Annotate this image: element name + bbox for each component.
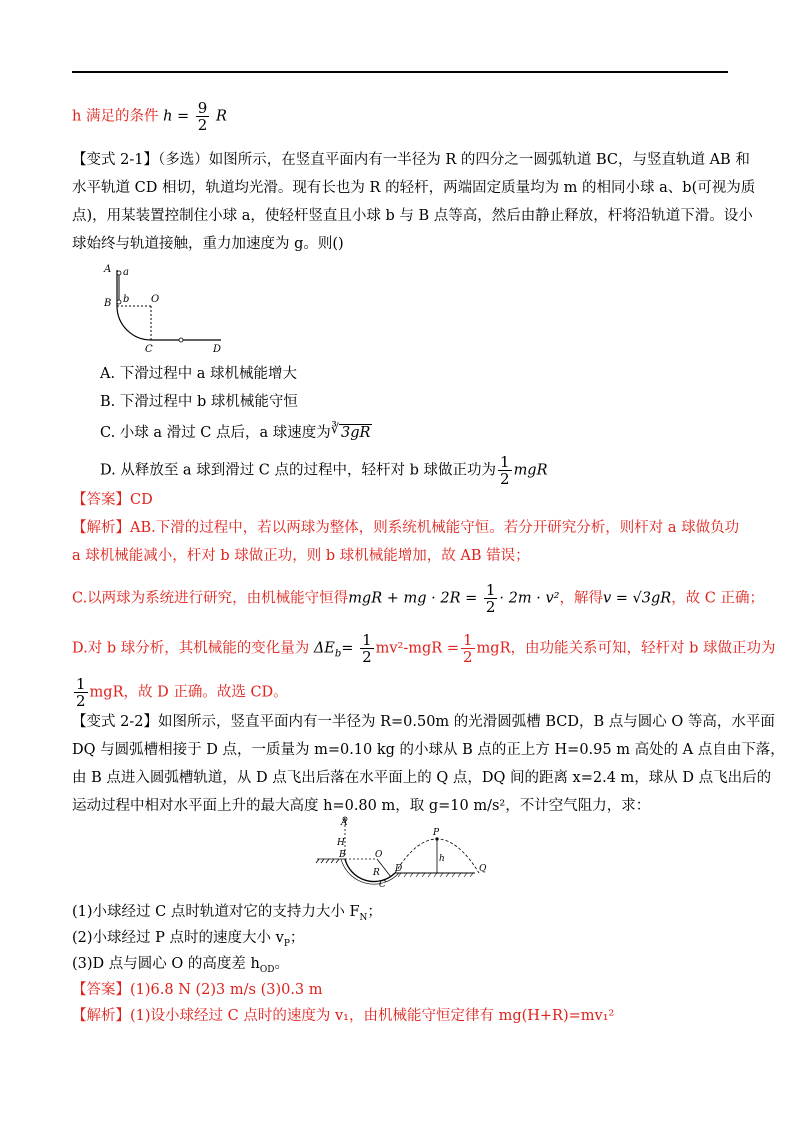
condition-lhs: h xyxy=(163,108,173,125)
analysis1-line2: a 球机械能减小，杆对 b 球做正功，则 b 球机械能增加，故 AB 错误； xyxy=(72,548,530,564)
label-A2: A xyxy=(341,818,348,828)
condition-text: h 满足的条件 xyxy=(72,108,159,125)
question-1 xyxy=(72,902,732,928)
question-3-text: (3)D 点与圆心 O 的高度差 h xyxy=(72,956,260,972)
question-1-end: ； xyxy=(367,904,382,920)
analysis1-d-num1: 1 xyxy=(362,631,372,649)
label-B: B xyxy=(104,298,112,309)
label-h: h xyxy=(439,854,445,864)
analysis1-c-pre: C.以两球为系统进行研究，由机械能守恒得 xyxy=(72,590,349,607)
variant21-line1: 【变式 2-1】（多选）如图所示，在竖直平面内有一半径为 R 的四分之一圆弧轨道 BC，与竖直轨道 AB 和 xyxy=(72,152,750,168)
label-O: O xyxy=(151,294,160,305)
variant22-line2: DQ 与圆弧槽相接于 D 点，一质量为 m=0.10 kg 的小球从 B 点的正上方 H=0.95 m 高处的 A 点自由下落， xyxy=(72,742,785,758)
question-3-sub: OD xyxy=(259,964,275,975)
analysis1-d-den2: 2 xyxy=(462,648,473,666)
analysis1-d-num2: 1 xyxy=(462,631,473,649)
analysis1-d-eq3: mv²-mgR = xyxy=(375,640,459,657)
answer-1: 【答案】CD xyxy=(72,492,153,508)
option-d-num: 1 xyxy=(500,453,510,471)
label-a: a xyxy=(123,267,129,278)
groove-bcd xyxy=(345,859,395,882)
ball-b xyxy=(117,300,121,304)
option-c-math: 3gR xyxy=(341,425,371,441)
analysis1-c xyxy=(72,581,764,616)
question-3 xyxy=(72,954,732,980)
question-2-sub: P xyxy=(283,938,290,949)
condition-num: 9 xyxy=(197,99,208,117)
variant21-line4: 球始终与轨道接触，重力加速度为 g。则() xyxy=(72,236,344,252)
analysis1-c-post: ，故 C 正确； xyxy=(671,590,764,607)
label-R: R xyxy=(373,868,380,878)
analysis1-c-den: 2 xyxy=(485,598,496,616)
label-B2: B xyxy=(339,850,346,860)
analysis1-d-sub: b xyxy=(334,648,342,660)
analysis1-c-num: 1 xyxy=(485,581,496,599)
label-P: P xyxy=(433,828,440,838)
analysis1-c-eq3: v = √3gR xyxy=(602,590,672,607)
groove-outer xyxy=(341,859,399,884)
analysis1-line1: 【解析】AB.下滑的过程中，若以两球为整体，则系统机械能守恒。若分开研究分析，则杆对 a 球做负功 xyxy=(72,520,740,536)
variant22-line4: 运动过程中相对水平面上升的最大高度 h=0.80 m，取 g=10 m/s²，不计空气阻力，求： xyxy=(72,798,651,814)
label-b: b xyxy=(123,294,130,305)
analysis1-d-den1: 2 xyxy=(362,648,372,666)
condition-var: R xyxy=(215,108,227,125)
option-d-text: D. 从释放至 a 球到滑过 C 点的过程中，轻杆对 b 球做正功为 xyxy=(100,462,497,479)
figure-1 xyxy=(95,258,235,358)
question-3-end: 。 xyxy=(274,956,289,972)
analysis1-c-eq1: mgR + mg · 2R = xyxy=(348,590,478,607)
ground-hatch-right xyxy=(398,873,473,877)
analysis1-d2-num: 1 xyxy=(76,675,86,693)
analysis1-d-last: mgR，故 D 正确。故选 CD。 xyxy=(89,684,288,701)
figure-2 xyxy=(315,815,495,905)
label-C2: C xyxy=(379,880,386,890)
option-c: C. 小球 a 滑过 C 点后，a 球速度为∛ 3gR xyxy=(100,422,371,441)
option-a: A. 下滑过程中 a 球机械能增大 xyxy=(100,366,298,382)
option-b: B. 下滑过程中 b 球机械能守恒 xyxy=(100,394,298,410)
analysis1-d-pre: D.对 b 球分析，其机械能的变化量为 xyxy=(72,640,310,657)
condition-eq: = xyxy=(177,108,190,125)
question-2 xyxy=(72,928,732,954)
variant22-line1: 【变式 2-2】如图所示，竖直平面内有一半径为 R=0.50m 的光滑圆弧槽 BCD，B 点与圆心 O 等高，水平面 xyxy=(72,714,775,730)
ball-a xyxy=(117,271,121,275)
question-2-text: (2)小球经过 P 点时的速度大小 v xyxy=(72,930,284,946)
analysis1-d2 xyxy=(72,676,732,709)
question-1-text: (1)小球经过 C 点时轨道对它的支持力大小 F xyxy=(72,904,360,920)
analysis1-d2-den: 2 xyxy=(76,692,86,710)
label-A: A xyxy=(104,264,112,275)
option-d-den: 2 xyxy=(500,470,510,488)
analysis1-c-mid: ，解得 xyxy=(559,590,603,607)
condition-den: 2 xyxy=(197,116,208,134)
question-1-sub: N xyxy=(359,912,368,923)
condition-fraction xyxy=(196,100,210,133)
option-c-text: C. 小球 a 滑过 C 点后，a 球速度为 xyxy=(100,425,331,441)
analysis-2: 【解析】(1)设小球经过 C 点时的速度为 v₁，由机械能守恒定律有 mg(H+R)=mv₁² xyxy=(72,1008,615,1024)
label-O2: O xyxy=(375,850,383,860)
analysis1-d-post: ，由功能关系可知，轻杆对 b 球做正功为 xyxy=(510,640,776,657)
option-d-tail: mgR xyxy=(513,462,548,479)
variant22-line3: 由 B 点进入圆弧槽轨道，从 D 点飞出后落在水平面上的 Q 点，DQ 间的距离 x=2.4 m，球从 D 点飞出后的 xyxy=(72,770,772,786)
variant21-line2: 水平轨道 CD 相切，轨道均光滑。现有长也为 R 的轻杆，两端固定质量均为 m 的相同小球 a、b(可视为质 xyxy=(72,180,756,196)
analysis1-d-eq1: ΔE xyxy=(313,640,335,657)
condition-line xyxy=(72,100,732,133)
label-H: H xyxy=(337,838,345,848)
arc-bc xyxy=(117,306,151,340)
analysis1-d-eq4: mgR xyxy=(476,640,511,657)
variant21-line3: 点)，用某装置控制住小球 a，使轻杆竖直且小球 b 与 B 点等高，然后由静止释放，杆将沿轨道下滑。设小 xyxy=(72,208,753,224)
label-D: D xyxy=(213,344,222,355)
analysis1-d xyxy=(72,631,776,666)
question-2-end: ； xyxy=(289,930,305,946)
option-d xyxy=(100,454,548,487)
label-C: C xyxy=(145,344,153,355)
label-D2: D xyxy=(395,864,403,874)
answer-2: 【答案】(1)6.8 N (2)3 m/s (3)0.3 m xyxy=(72,982,323,998)
header-rule xyxy=(72,71,728,73)
analysis1-c-eq2: · 2m · v² xyxy=(499,590,560,607)
analysis1-d-eq2: = xyxy=(341,640,354,657)
label-Q: Q xyxy=(479,864,487,874)
ball-on-cd xyxy=(179,338,183,342)
